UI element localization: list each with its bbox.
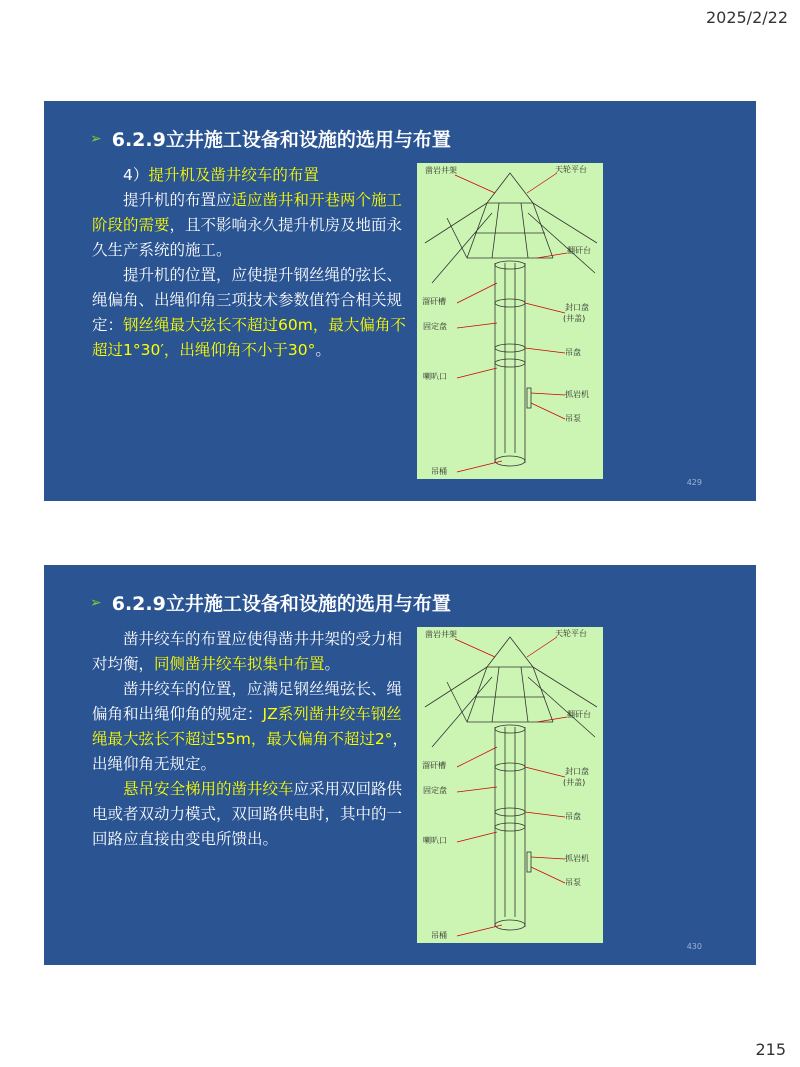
slide-title (90, 125, 451, 152)
figure-label: 天轮平台 (555, 165, 587, 174)
figure-label: 吊盘 (565, 812, 581, 821)
text-run: 提升机的布置应 (123, 191, 232, 209)
figure-label: 封口盘 (565, 303, 589, 312)
slide-430 (44, 565, 756, 965)
paragraph (92, 777, 410, 852)
figure-label: 翻矸台 (567, 246, 591, 255)
shaft-sinking-diagram (417, 627, 603, 943)
slide-number: 429 (686, 478, 702, 487)
figure-label: 吊泵 (565, 414, 581, 423)
figure-label: 抓岩机 (565, 390, 589, 399)
figure-label: 吊盘 (565, 348, 581, 357)
paragraph (92, 188, 410, 263)
highlight-text: 提升机及凿井绞车的布置 (148, 166, 319, 184)
figure-label: 抓岩机 (565, 854, 589, 863)
highlight-text: 同侧凿井绞车拟集中布置 (154, 655, 325, 673)
slide-body (92, 163, 410, 363)
figure-label: 喇叭口 (423, 372, 447, 381)
shaft-diagram-svg (417, 163, 603, 479)
figure-label: 喇叭口 (423, 836, 447, 845)
arrow-bullet-icon: ➢ (90, 130, 102, 147)
slide-title-text: 6.2.9立井施工设备和设施的选用与布置 (111, 593, 451, 615)
figure-label: (井盖) (563, 778, 586, 787)
paragraph (92, 627, 410, 677)
highlight-text: JZ系列凿井绞车钢丝绳最大弦长不超过55m，最大偏角不超过2° (92, 705, 402, 748)
shaft-diagram-svg (417, 627, 603, 943)
paragraph (92, 677, 410, 777)
text-run: 4） (123, 166, 149, 184)
slide-number: 430 (686, 942, 702, 951)
highlight-text: 适应凿井和开巷两个施工阶段的需要 (92, 191, 403, 234)
figure-label: 凿岩井架 (425, 166, 457, 175)
print-date: 2025/2/22 (705, 8, 788, 27)
figure-label: 吊泵 (565, 878, 581, 887)
text-run: 凿井绞车的位置，应满足钢丝绳弦长、绳偏角和出绳仰角的规定： (92, 680, 403, 723)
figure-label: 封口盘 (565, 767, 589, 776)
text-run: 应采用双回路供电或者双动力模式，双回路供电时，其中的一回路应直接由变电所馈出。 (92, 780, 403, 848)
text-run: 凿井绞车的布置应使得凿井井架的受力相对均衡， (92, 630, 403, 673)
figure-label: 固定盘 (423, 322, 447, 331)
text-run: 。 (315, 341, 331, 359)
figure-label: 凿岩井架 (425, 630, 457, 639)
figure-label: 翻矸台 (567, 710, 591, 719)
figure-label: 天轮平台 (555, 629, 587, 638)
shaft-sinking-diagram (417, 163, 603, 479)
slide-body (92, 627, 410, 852)
slide-title-text: 6.2.9立井施工设备和设施的选用与布置 (111, 129, 451, 151)
figure-label: 固定盘 (423, 786, 447, 795)
paragraph (92, 163, 410, 188)
figure-label: 溜矸槽 (422, 761, 446, 770)
highlight-text: 钢丝绳最大弦长不超过60m，最大偏角不超过1°30′，出绳仰角不小于30° (92, 316, 406, 359)
text-run: 提升机的位置，应使提升钢丝绳的弦长、绳偏角、出绳仰角三项技术参数值符合相关规定： (92, 266, 403, 334)
text-run: ，且不影响永久提升机房及地面永久生产系统的施工。 (92, 216, 403, 259)
figure-label: (井盖) (563, 314, 586, 323)
figure-label: 吊桶 (431, 467, 447, 476)
highlight-text: 悬吊安全梯用的凿井绞车 (123, 780, 294, 798)
text-run: 。 (324, 655, 341, 673)
text-run: ，出绳仰角无规定。 (92, 730, 408, 773)
slide-429 (44, 101, 756, 501)
figure-label: 吊桶 (431, 931, 447, 940)
page-number: 215 (755, 1040, 786, 1059)
slide-title (90, 589, 451, 616)
paragraph (92, 263, 410, 363)
arrow-bullet-icon: ➢ (90, 594, 102, 611)
figure-label: 溜矸槽 (422, 297, 446, 306)
